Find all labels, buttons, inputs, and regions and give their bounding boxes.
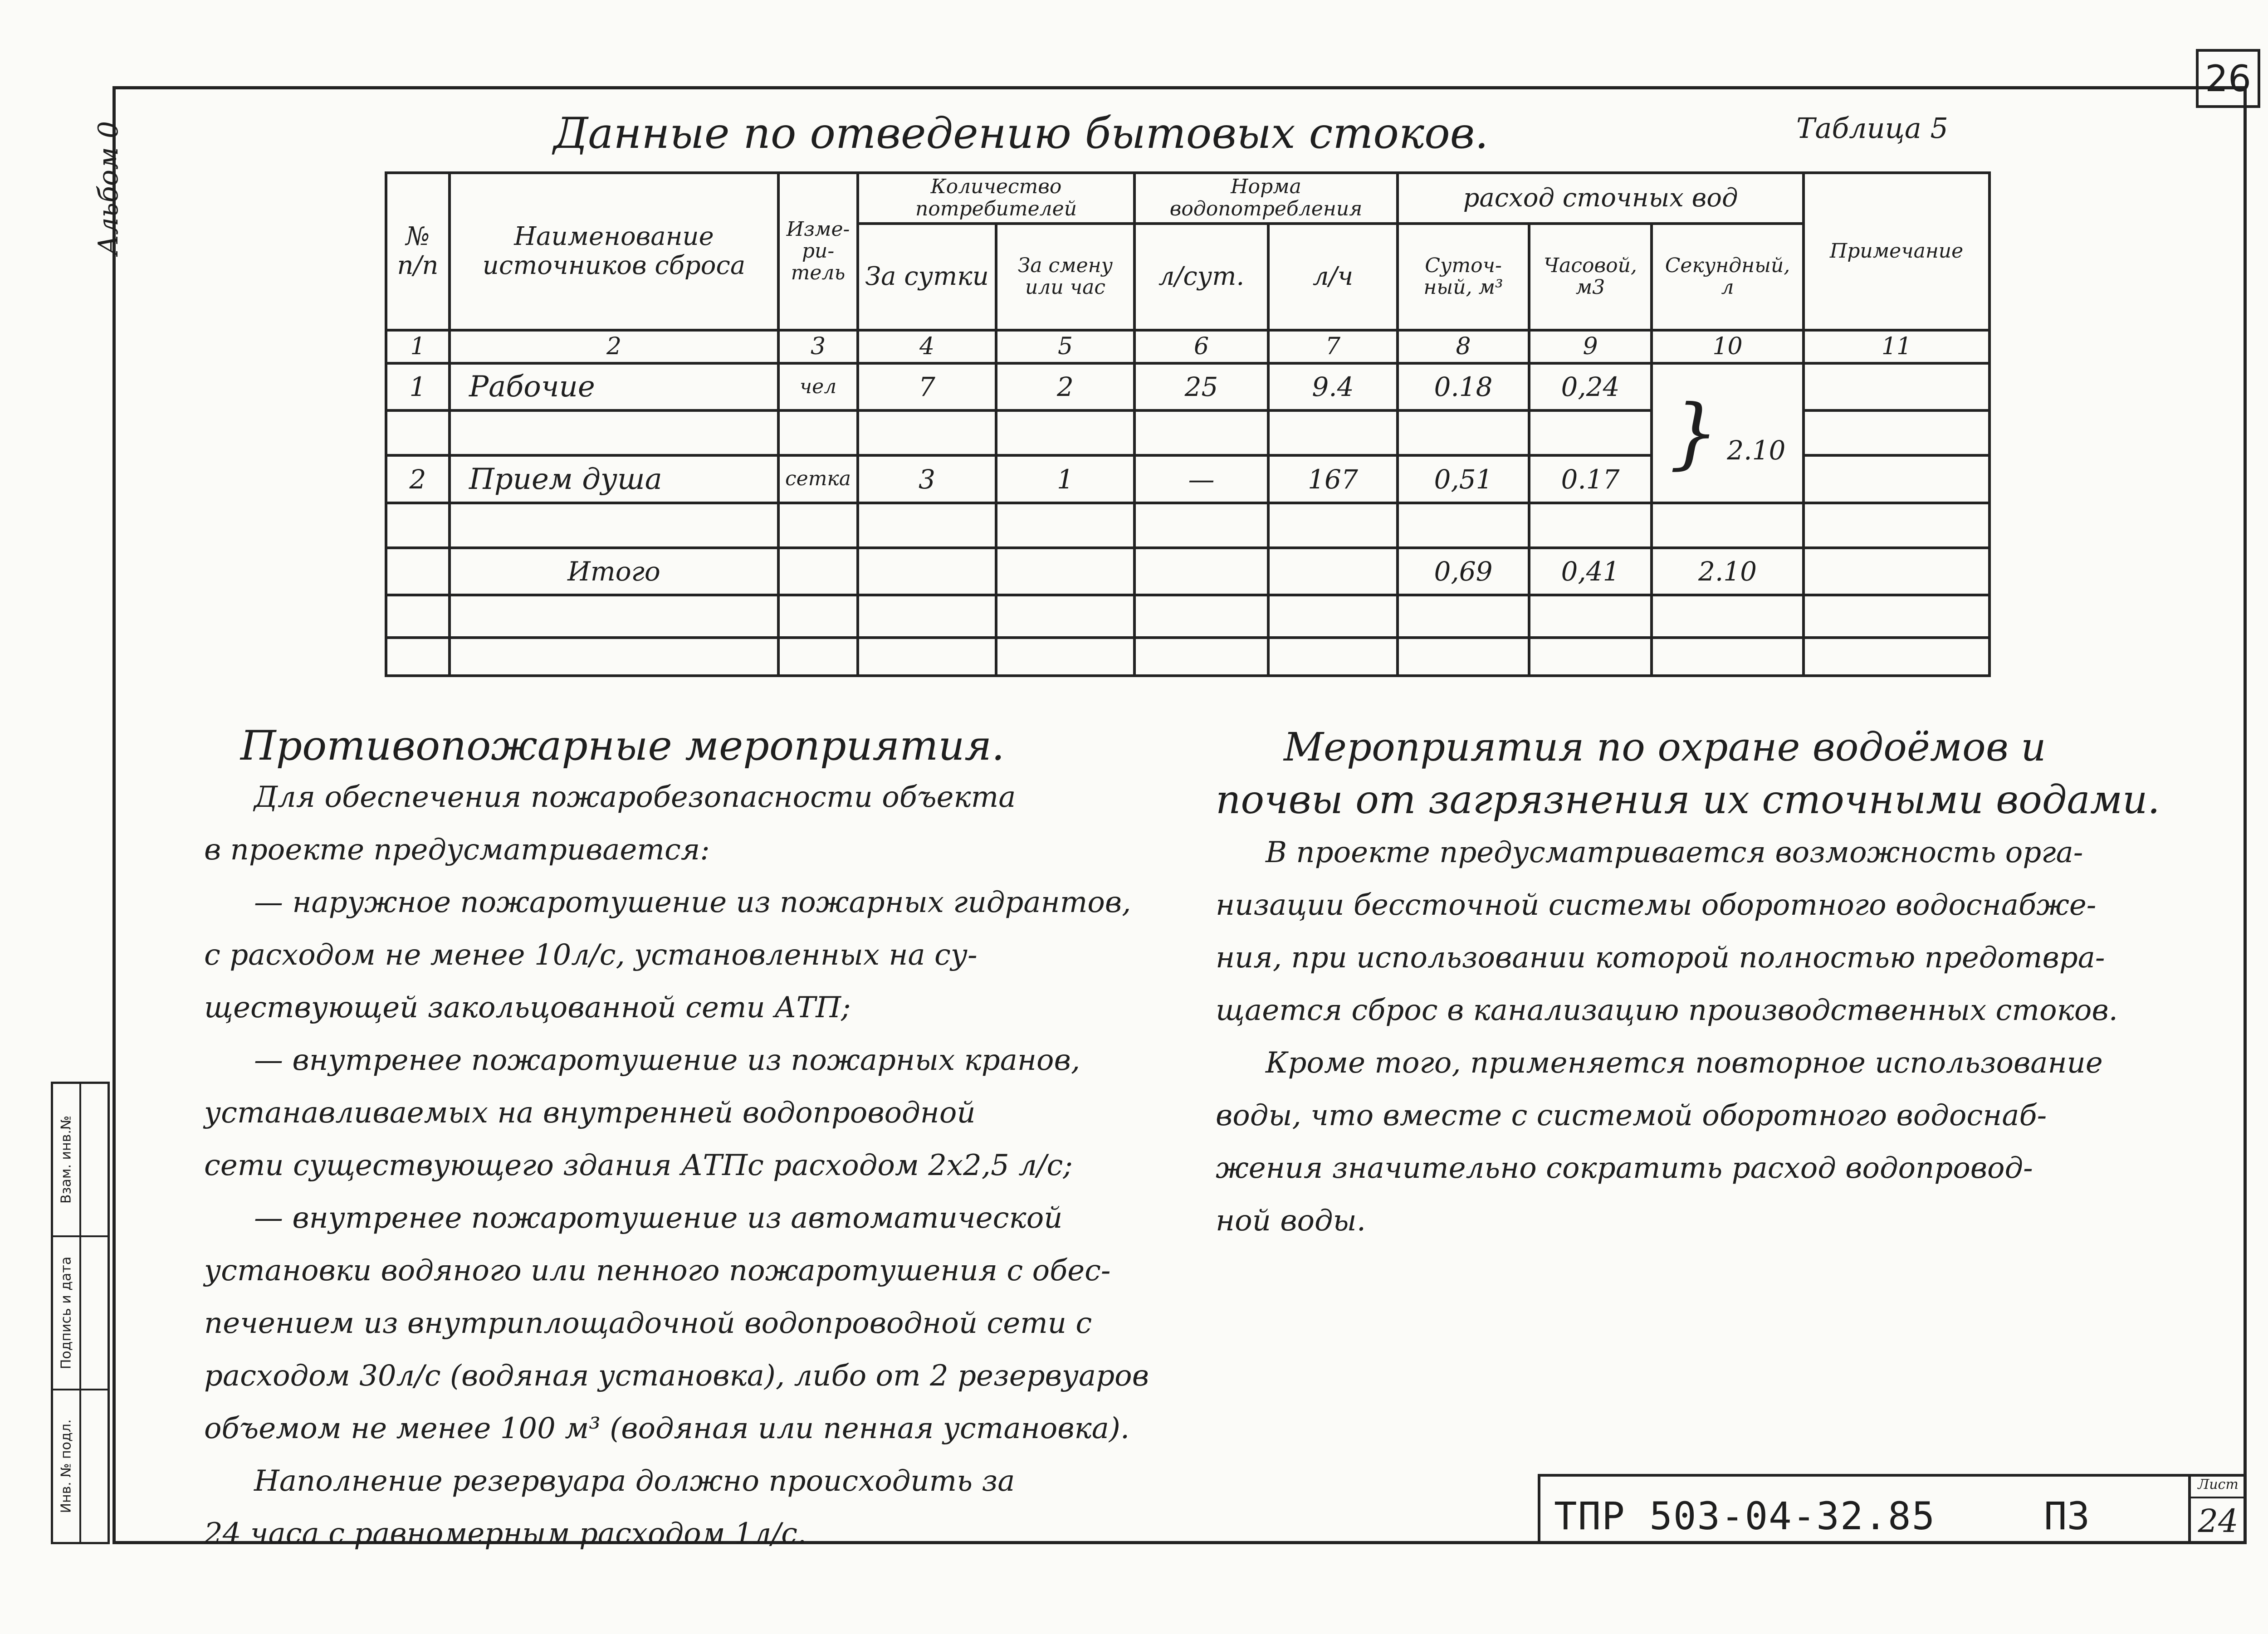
water-heading-line1: Мероприятия по охране водоёмов и (1284, 725, 2046, 770)
fire-line: с расходом не менее 10л/с, установленных на су- (204, 938, 978, 972)
total-hourly: 0,41 (1529, 548, 1652, 595)
margin-stamp-label: Взам. инв.№ (58, 1115, 74, 1204)
header-per-day: За сутки (858, 224, 996, 330)
page-title: Данные по отведению бытовых стоков. (553, 109, 1489, 158)
fire-line: — наружное пожаротушение из пожарных гидрантов, (254, 886, 1131, 919)
fire-line: ществующей закольцованной сети АТП; (204, 991, 851, 1024)
shared-second-flow (1652, 363, 1804, 503)
row-l-h: 9.4 (1268, 363, 1398, 410)
row-per-shift: 1 (996, 455, 1134, 502)
row-unit: сетка (778, 455, 858, 502)
total-daily: 0,69 (1398, 548, 1529, 595)
album-label (68, 82, 122, 272)
water-line: ной воды. (1216, 1204, 1366, 1238)
document-code: ТПР 503-04-32.85 (1554, 1494, 1936, 1538)
table-row (386, 363, 1989, 410)
water-line: воды, что вместе с системой оборотного водоснаб- (1216, 1099, 2047, 1132)
row-l-day: 25 (1134, 363, 1268, 410)
section-code: ПЗ (2044, 1494, 2090, 1538)
album-label-text: Альбом 0 (92, 121, 124, 256)
water-line: щается сброс в канализацию производственных стоков. (1216, 994, 2118, 1027)
table-row (386, 503, 1989, 548)
water-line: жения значительно сократить расход водопровод- (1216, 1151, 2033, 1185)
header-l-day: л/сут. (1134, 224, 1268, 330)
margin-stamp-label: Инв. № подл. (58, 1419, 74, 1513)
fire-line: Наполнение резервуара должно происходить за (254, 1464, 1015, 1498)
sheet-label: Лист (2191, 1477, 2245, 1498)
water-line: В проекте предусматривается возможность орга- (1266, 836, 2083, 869)
header-no: № п/п (386, 173, 450, 330)
row-note (1804, 455, 1989, 502)
row-daily: 0,51 (1398, 455, 1529, 502)
header-name: Наименование источников сброса (450, 173, 778, 330)
header-consumers: Количество потребителей (858, 173, 1134, 224)
row-hourly: 0,24 (1529, 363, 1652, 410)
fire-line: в проекте предусматривается: (204, 833, 710, 867)
row-unit: чел (778, 363, 858, 410)
header-daily: Суточ-ный, м³ (1398, 224, 1529, 330)
margin-stamp-cell (53, 1084, 108, 1237)
drainage-table (385, 171, 1991, 677)
header-norm: Норма водопотребления (1134, 173, 1398, 224)
fire-line: расходом 30л/с (водяная установка), либо от 2 резервуаров (204, 1359, 1149, 1393)
header-per-shift: За смену или час (996, 224, 1134, 330)
table-row (386, 638, 1989, 676)
header-flow: расход сточных вод (1398, 173, 1804, 224)
header-unit: Изме-ри-тель (778, 173, 858, 330)
water-line: Кроме того, применяется повторное использование (1266, 1046, 2103, 1080)
total-label: Итого (450, 548, 778, 595)
column-number: 6 (1134, 330, 1268, 363)
margin-stamp-label: Подпись и дата (58, 1256, 74, 1370)
row-note (1804, 363, 1989, 410)
margin-stamp (51, 1082, 110, 1544)
row-per-day: 7 (858, 363, 996, 410)
total-second: 2.10 (1652, 548, 1804, 595)
column-number: 9 (1529, 330, 1652, 363)
column-number: 8 (1398, 330, 1529, 363)
table-row-total (386, 548, 1989, 595)
fire-line: сети существующего здания АТПс расходом 2х2,5 л/с; (204, 1149, 1073, 1182)
row-name: Прием душа (450, 455, 778, 502)
column-number: 3 (778, 330, 858, 363)
fire-line: — внутренее пожаротушение из пожарных кранов, (254, 1044, 1080, 1077)
column-number: 1 (386, 330, 450, 363)
column-number: 11 (1804, 330, 1989, 363)
row-no: 1 (386, 363, 450, 410)
column-number: 2 (450, 330, 778, 363)
fire-safety-section (204, 721, 1184, 1560)
row-daily: 0.18 (1398, 363, 1529, 410)
fire-line: объемом не менее 100 м³ (водяная или пенная установка). (204, 1412, 1130, 1445)
fire-line: устанавливаемых на внутренней водопроводной (204, 1096, 976, 1130)
header-second: Секундный, л (1652, 224, 1804, 330)
fire-line: печением из внутриплощадочной водопроводной сети с (204, 1307, 1092, 1340)
sheet-box (2188, 1477, 2245, 1544)
water-heading-line2: почвы от загрязнения их сточными водами. (1216, 777, 2160, 823)
row-l-h: 167 (1268, 455, 1398, 502)
fire-line: Для обеспечения пожаробезопасности объекта (254, 780, 1016, 814)
fire-line: — внутренее пожаротушение из автоматической (254, 1201, 1063, 1235)
row-name: Рабочие (450, 363, 778, 410)
fire-heading: Противопожарные мероприятия. (240, 722, 1005, 770)
corner-page-number: 26 (2196, 49, 2260, 108)
shared-second-value: 2.10 (1727, 434, 1786, 466)
table-row (386, 595, 1989, 638)
row-no: 2 (386, 455, 450, 502)
water-line: ния, при использовании которой полностью предотвра- (1216, 941, 2105, 975)
header-note: Примечание (1804, 173, 1989, 330)
brace-mark: } (1669, 388, 1719, 478)
title-block (1538, 1474, 2245, 1544)
water-line: низации бессточной системы оборотного водоснабже- (1216, 888, 2097, 922)
margin-stamp-cell (53, 1390, 108, 1542)
row-per-shift: 2 (996, 363, 1134, 410)
sheet-number: 24 (2198, 1502, 2239, 1540)
header-l-h: л/ч (1268, 224, 1398, 330)
column-number: 4 (858, 330, 996, 363)
column-number: 10 (1652, 330, 1804, 363)
column-number: 7 (1268, 330, 1398, 363)
row-per-day: 3 (858, 455, 996, 502)
row-l-day: — (1134, 455, 1268, 502)
margin-stamp-cell (53, 1237, 108, 1390)
fire-line: 24 часа с равномерным расходом 1л/с. (204, 1517, 807, 1551)
fire-line: установки водяного или пенного пожаротушения с обес- (204, 1254, 1111, 1288)
row-hourly: 0.17 (1529, 455, 1652, 502)
water-protection-section (1216, 721, 2241, 1247)
table-label: Таблица 5 (1796, 112, 1948, 145)
column-number: 5 (996, 330, 1134, 363)
header-hourly: Часовой, м3 (1529, 224, 1652, 330)
